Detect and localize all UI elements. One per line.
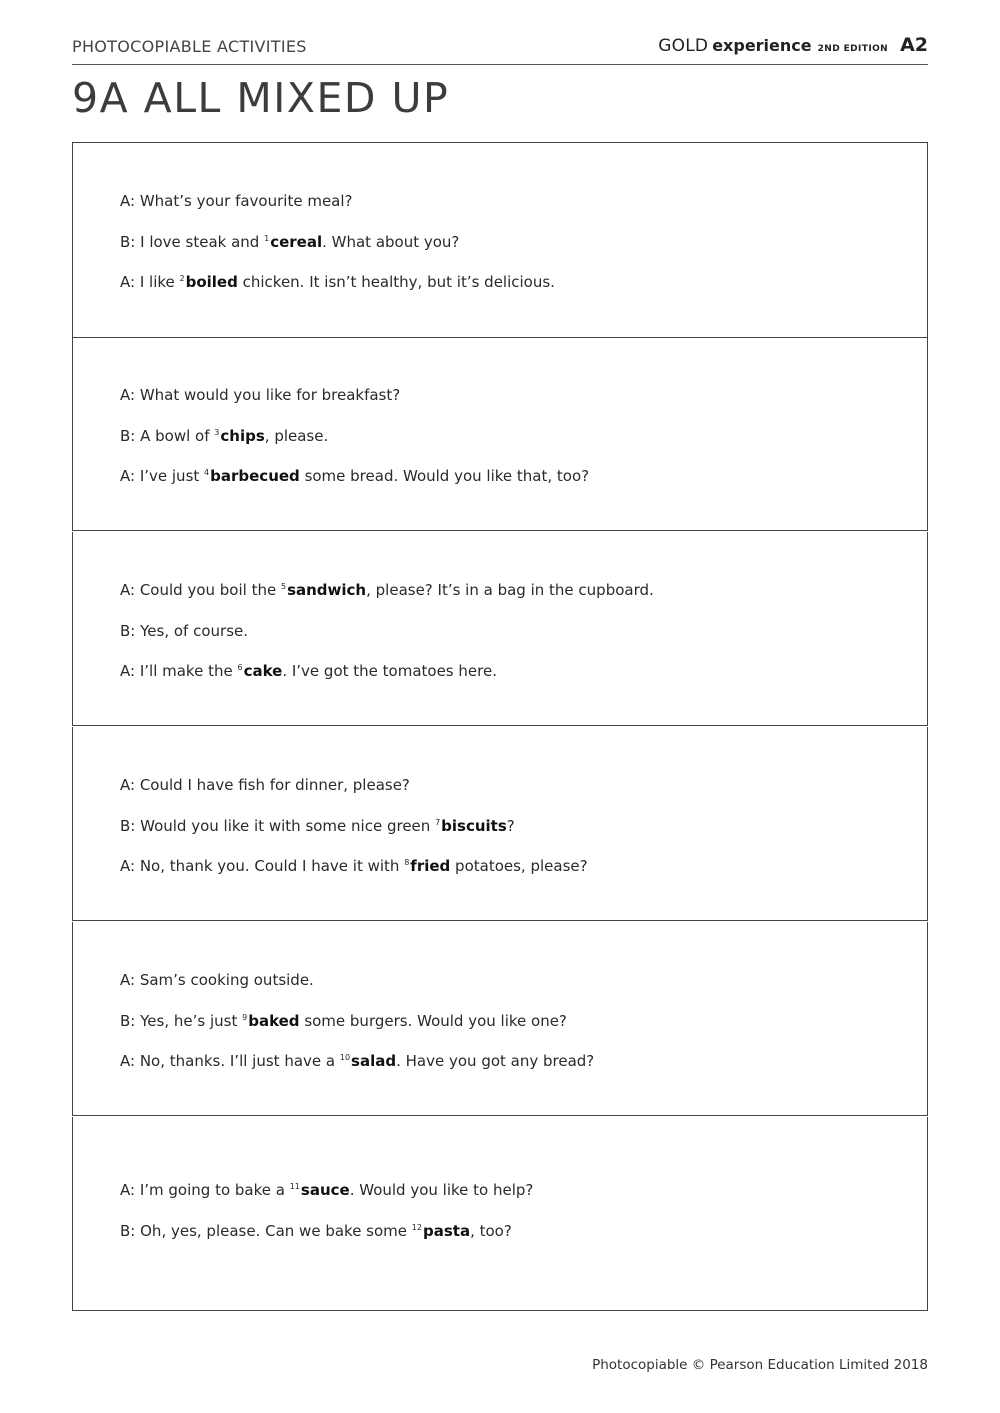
dialogue-line (120, 621, 654, 641)
speaker-label: A: (120, 662, 140, 680)
line-text: Yes, he’s just (140, 1011, 243, 1030)
dialogue-line (120, 970, 594, 990)
brand-edition: 2ND EDITION (817, 44, 889, 54)
target-word: fried (410, 857, 451, 875)
speaker-label: A: (120, 192, 140, 210)
dialogue-line (120, 1180, 533, 1200)
dialogue-box (72, 1117, 928, 1311)
dialogue-line (120, 466, 589, 486)
speaker-label: B: (120, 621, 141, 640)
target-word: boiled (185, 273, 238, 291)
speaker-label: A: (120, 273, 140, 291)
target-word: sandwich (287, 581, 367, 599)
speaker-label: A: (120, 971, 140, 989)
line-text: Would you like it with some nice green (140, 816, 436, 835)
dialogue-lines (120, 775, 588, 897)
dialogue-line (120, 1051, 594, 1071)
line-text-end: some bread. Would you like that, too? (299, 467, 590, 485)
target-word: salad (351, 1052, 397, 1070)
line-text-end: some burgers. Would you like one? (299, 1011, 567, 1030)
line-text: I’ve just (139, 467, 205, 485)
speaker-label: B: (120, 232, 141, 251)
line-text-end: , please. (264, 426, 329, 445)
line-text: I’ll make the (139, 662, 238, 680)
line-text: Oh, yes, please. Can we bake some (140, 1221, 412, 1240)
dialogue-line (120, 426, 589, 446)
dialogue-box (72, 532, 928, 726)
line-text: No, thanks. I’ll just have a (139, 1052, 340, 1070)
target-word: barbecued (210, 467, 300, 485)
page-title: 9A ALL MIXED UP (72, 74, 450, 122)
dialogue-line (120, 272, 555, 292)
line-text-end: , too? (470, 1221, 512, 1240)
gap-number: 6 (237, 663, 243, 672)
line-text: A bowl of (140, 426, 215, 445)
target-word: chips (220, 426, 265, 445)
line-text: I love steak and (140, 232, 265, 251)
page-header (72, 34, 928, 65)
footer-copyright: Photocopiable © Pearson Education Limited 2018 (592, 1357, 928, 1373)
dialogue-lines (120, 580, 654, 702)
dialogue-line (120, 385, 589, 405)
gap-number: 5 (280, 582, 287, 591)
target-word: biscuits (441, 816, 507, 835)
line-text: What’s your favourite meal? (139, 192, 353, 210)
speaker-label: A: (120, 1181, 140, 1199)
line-text: Yes, of course. (140, 621, 249, 640)
line-text: No, thank you. Could I have it with (139, 857, 405, 875)
dialogue-line (120, 1011, 594, 1031)
dialogue-line (120, 232, 555, 252)
line-text: I’m going to bake a (139, 1181, 290, 1199)
dialogue-line (120, 1221, 533, 1241)
brand-logo (658, 34, 928, 56)
header-section-label: PHOTOCOPIABLE ACTIVITIES (72, 37, 307, 56)
gap-number: 12 (411, 1222, 422, 1232)
dialogue-line (120, 856, 588, 876)
dialogue-box (72, 142, 928, 338)
speaker-label: A: (120, 776, 140, 794)
line-text-end: . What about you? (322, 232, 460, 251)
dialogue-line (120, 191, 555, 211)
brand-gold: GOLD (658, 36, 709, 56)
dialogue-lines (120, 1180, 533, 1261)
line-text-end: ? (506, 816, 515, 835)
target-word: cake (243, 662, 283, 680)
gap-number: 7 (435, 817, 441, 827)
dialogue-lines (120, 385, 589, 507)
dialogue-line (120, 580, 654, 600)
dialogue-line (120, 775, 588, 795)
gap-number: 11 (289, 1182, 300, 1191)
dialogue-line (120, 816, 588, 836)
line-text-end: . Have you got any bread? (396, 1052, 595, 1070)
gap-number: 10 (339, 1053, 351, 1062)
dialogue-box (72, 337, 928, 531)
speaker-label: B: (120, 1011, 141, 1030)
line-text: I like (139, 273, 180, 291)
gap-number: 8 (404, 858, 410, 867)
target-word: pasta (422, 1221, 471, 1240)
line-text: Could I have fish for dinner, please? (139, 776, 410, 794)
gap-number: 9 (242, 1012, 248, 1022)
dialogue-lines (120, 970, 594, 1092)
gap-number: 2 (179, 274, 185, 283)
speaker-label: B: (120, 816, 141, 835)
speaker-label: A: (120, 581, 140, 599)
target-word: baked (248, 1011, 300, 1030)
gap-number: 4 (204, 468, 210, 477)
dialogue-box (72, 922, 928, 1116)
line-text-end: potatoes, please? (450, 857, 588, 875)
speaker-label: B: (120, 426, 141, 445)
brand-level: A2 (900, 34, 928, 56)
speaker-label: A: (120, 386, 140, 404)
speaker-label: A: (120, 1052, 140, 1070)
line-text-end: chicken. It isn’t healthy, but it’s delicious. (237, 273, 555, 291)
line-text-end: . Would you like to help? (349, 1181, 534, 1199)
target-word: cereal (270, 232, 323, 251)
line-text: Could you boil the (139, 581, 281, 599)
line-text-end: . I’ve got the tomatoes here. (282, 662, 497, 680)
brand-experience: experience (712, 36, 812, 55)
speaker-label: A: (120, 467, 140, 485)
dialogue-box (72, 727, 928, 921)
speaker-label: B: (120, 1221, 141, 1240)
line-text: Sam’s cooking outside. (139, 971, 314, 989)
gap-number: 1 (264, 233, 270, 243)
line-text-end: , please? It’s in a bag in the cupboard. (366, 581, 654, 599)
dialogue-lines (120, 191, 555, 313)
line-text: What would you like for breakfast? (139, 386, 401, 404)
target-word: sauce (300, 1181, 350, 1199)
speaker-label: A: (120, 857, 140, 875)
dialogue-line (120, 661, 654, 681)
gap-number: 3 (214, 427, 220, 437)
